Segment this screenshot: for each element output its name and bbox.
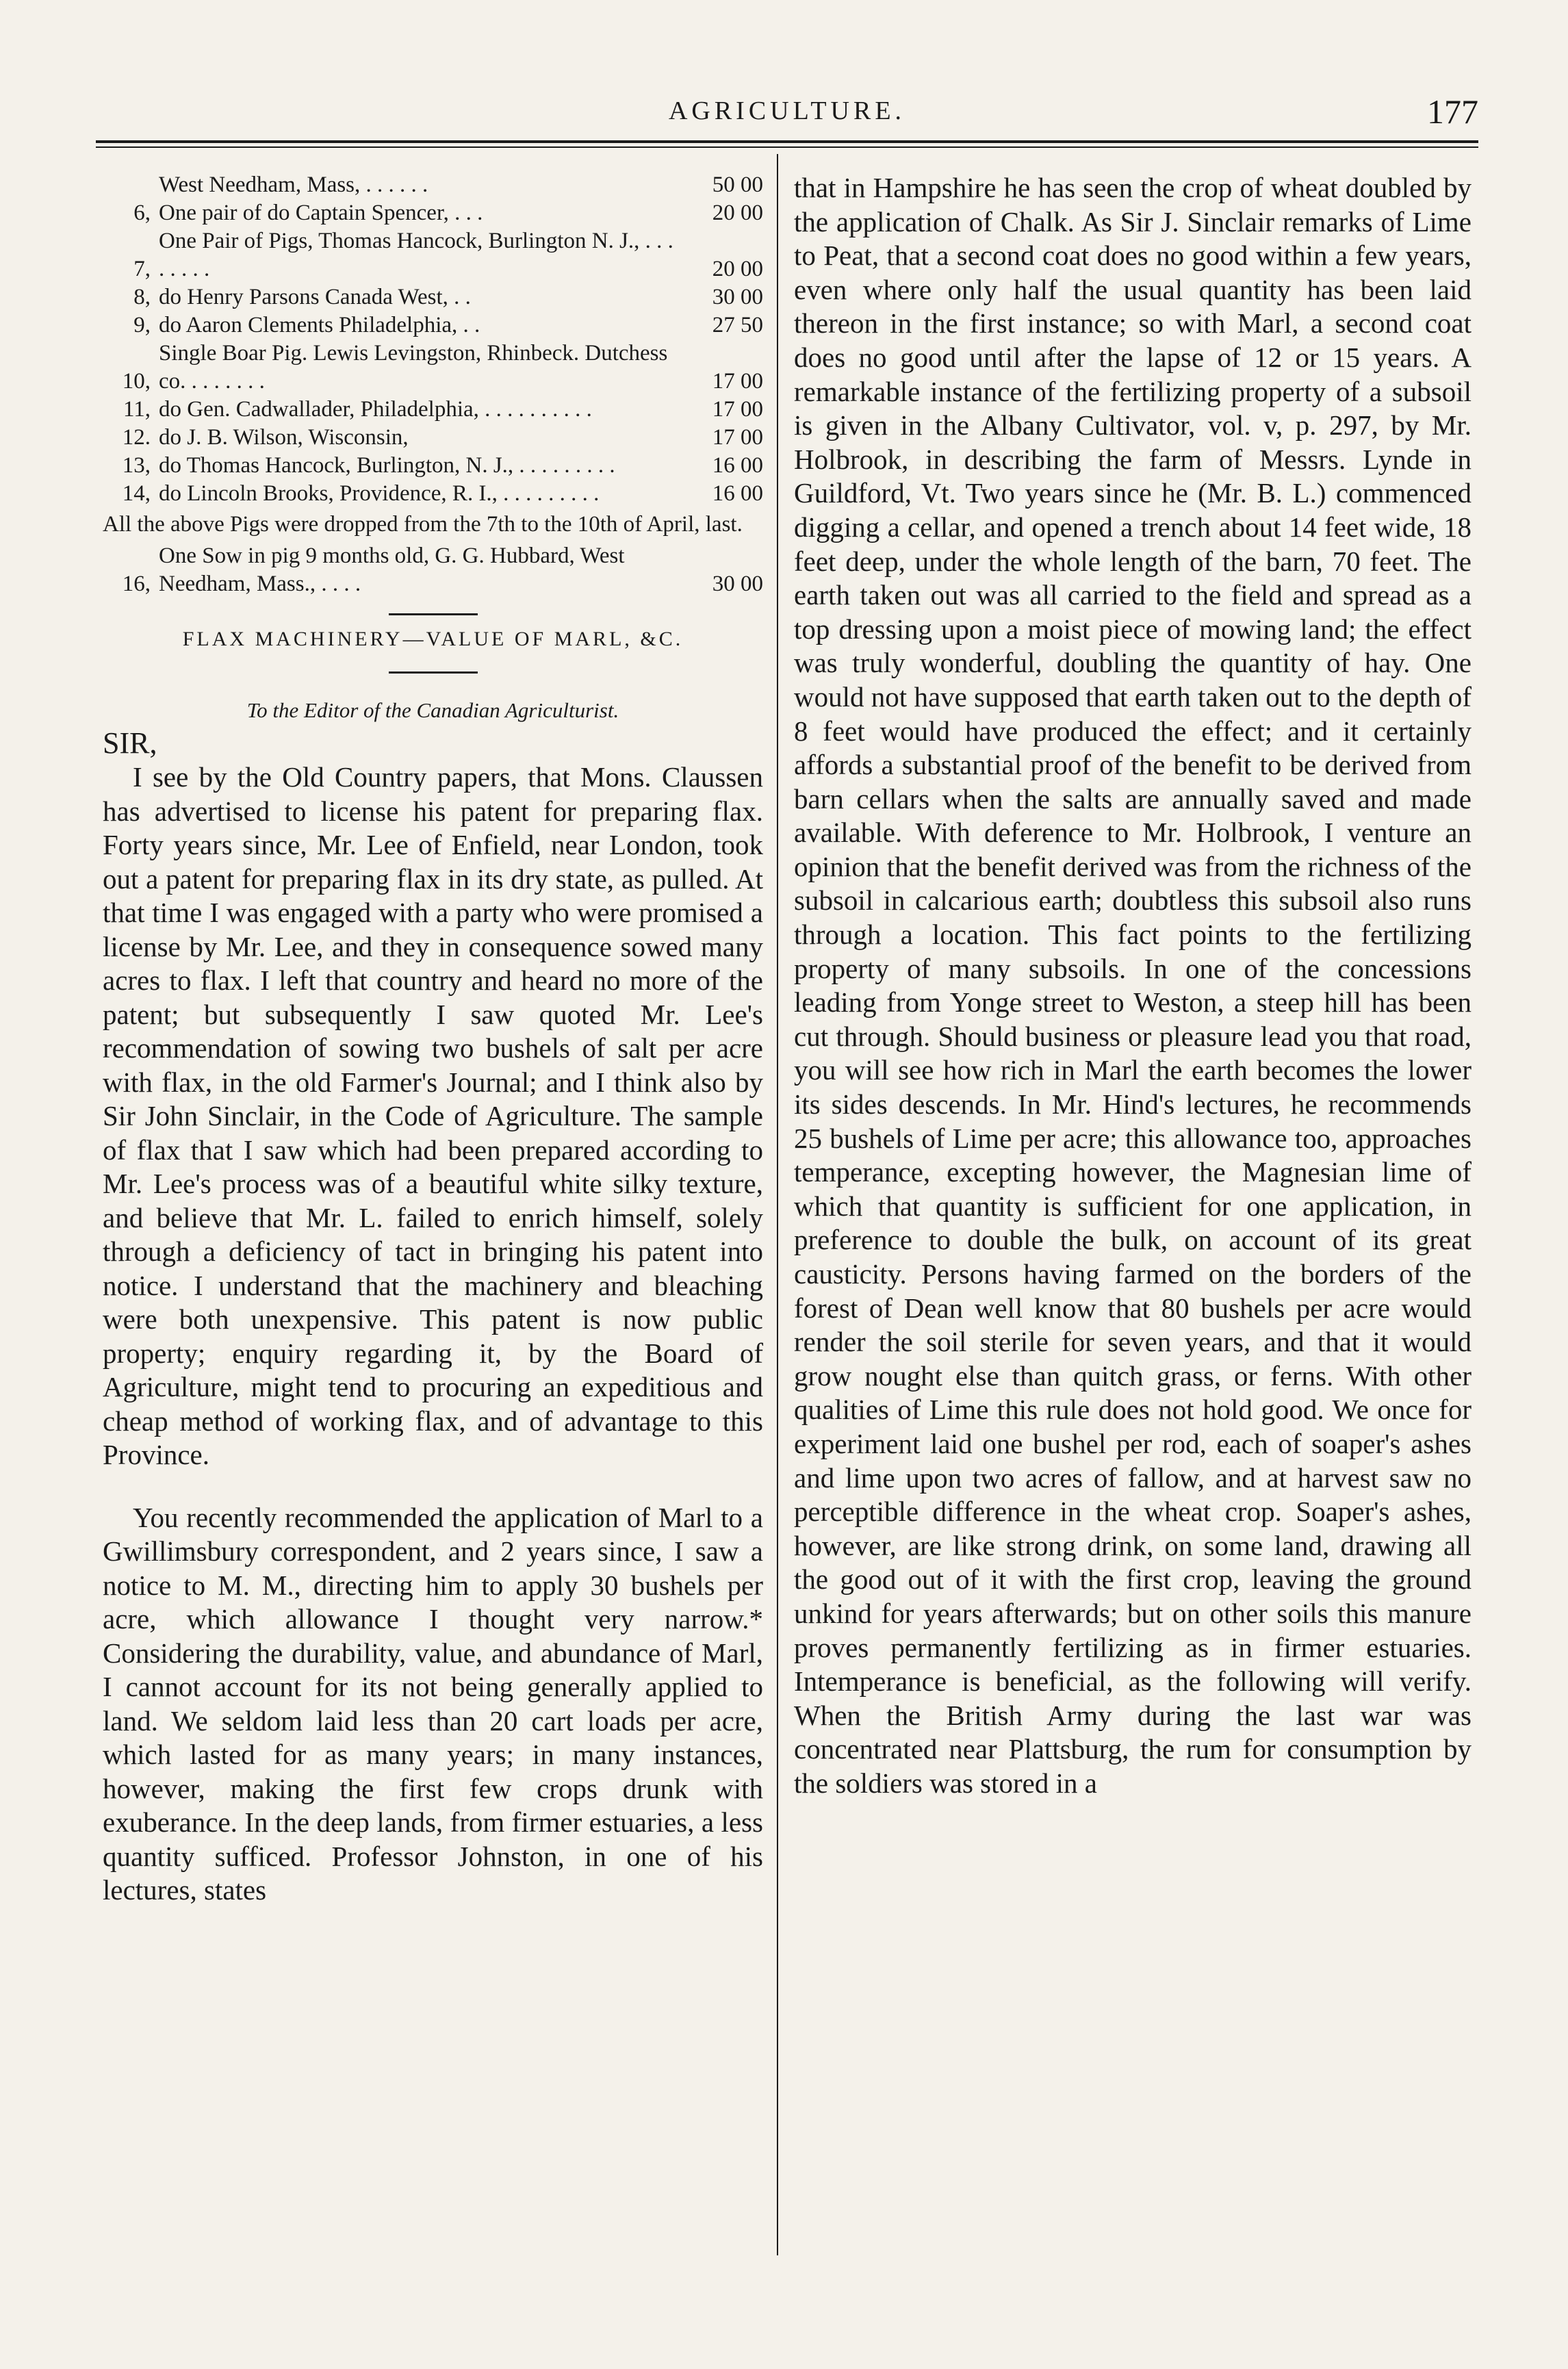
running-title: AGRICULTURE. (668, 97, 906, 125)
section-rule (389, 671, 478, 674)
page-header (96, 89, 1478, 137)
prize-text: Single Boar Pig. Lewis Levingston, Rhinbeck. Dutchess co. . . . . . . . (159, 341, 668, 394)
prize-amount: 20 00 (712, 257, 763, 281)
prize-text: West Needham, Mass, . . . . . . (159, 172, 428, 197)
prize-item (103, 227, 763, 283)
prize-number: 9, (133, 313, 151, 337)
prize-text: do Lincoln Brooks, Providence, R. I., . . . . . . . . . (159, 481, 600, 506)
prize-number: 10, (122, 369, 151, 394)
prize-item (103, 542, 763, 598)
prize-text: One pair of do Captain Spencer, . . . (159, 201, 483, 225)
prize-text: One Sow in pig 9 months old, G. G. Hubbard, West Needham, Mass., . . . . (159, 543, 625, 596)
prize-amount: 50 00 (712, 172, 763, 197)
prize-item (103, 480, 763, 508)
prize-text: do Gen. Cadwallader, Philadelphia, . . . . . . . . . . (159, 397, 592, 422)
prize-amount: 16 00 (712, 481, 763, 506)
prize-number: 12. (122, 425, 151, 450)
article-title: FLAX MACHINERY—VALUE OF MARL, &C. (182, 628, 684, 650)
prize-amount: 17 00 (712, 425, 763, 450)
section-rule (389, 613, 478, 615)
prize-text: One Pair of Pigs, Thomas Hancock, Burlington N. J., . . . . . . . . (159, 229, 673, 281)
prize-item (103, 171, 763, 199)
prize-amount: 30 00 (712, 285, 763, 309)
right-column (794, 171, 1471, 1801)
prize-number: 6, (133, 201, 151, 225)
prize-amount: 30 00 (712, 572, 763, 596)
prize-amount: 27 50 (712, 313, 763, 337)
prize-item (103, 311, 763, 340)
prize-number: 11, (123, 397, 151, 422)
prize-number: 8, (133, 285, 151, 309)
editor-line: To the Editor of the Canadian Agriculturist. (246, 698, 619, 722)
prize-note: All the above Pigs were dropped from the 7th to the 10th of April, last. (103, 512, 743, 537)
prize-text: do J. B. Wilson, Wisconsin, (159, 425, 409, 450)
prize-number: 14, (122, 481, 151, 506)
prize-item (103, 199, 763, 227)
paragraph: You recently recommended the application of Marl to a Gwillimsbury correspondent, and 2 years since, I saw a notice to M. M., directing him to apply 30 bushels per acre, which allowance I thought very narrow.* Considering the durability, value, and abundance of Marl, I cannot account for its not being generally applied to land. We seldom laid less than 20 cart loads per acre, which lasted for as many years; in many instances, however, making the first few crops drunk with exuberance. In the deep lands, from firmer estuaries, a less quantity sufficed. Professor Johnston, in one of his lectures, states (103, 1501, 763, 1906)
prize-amount: 17 00 (712, 397, 763, 422)
prize-text: do Henry Parsons Canada West, . . (159, 285, 471, 309)
paragraph: I see by the Old Country papers, that Mons. Claussen has advertised to license his patent for preparing flax. Forty years since, Mr. Lee of Enfield, near London, took out a patent for preparing flax in its dry state, as pulled. At that time I was engaged with a party who were promised a license by Mr. Lee, and they in consequence sowed many acres to flax. I left that country and heard no more of the patent; but subsequently I saw quoted Mr. Lee's recommendation of sowing two bushels of salt per acre with flax, in the old Farmer's Journal; and I think also by Sir John Sinclair, in the Code of Agriculture. The sample of flax that I saw which had been prepared according to Mr. Lee's process was of a beautiful white silky texture, and believe that Mr. L. failed to enrich himself, solely through a deficiency of tact in bringing his patent into notice. I understand that the machinery and bleaching were both unexpensive. This patent is now public property; enquiry regarding it, by the Board of Agriculture, might tend to procuring an expeditious and cheap method of working flax, and of advantage to this Province. (103, 761, 763, 1470)
prize-item (103, 452, 763, 480)
prize-list (103, 171, 763, 598)
column-divider (777, 154, 778, 2255)
salutation: SIR, (103, 726, 157, 760)
prize-amount: 16 00 (712, 453, 763, 478)
prize-amount: 17 00 (712, 369, 763, 394)
prize-amount: 20 00 (712, 201, 763, 225)
prize-item (103, 396, 763, 424)
prize-item (103, 340, 763, 396)
prize-text: do Aaron Clements Philadelphia, . . (159, 313, 480, 337)
prize-item (103, 424, 763, 452)
prize-item (103, 283, 763, 311)
prize-text: do Thomas Hancock, Burlington, N. J., . . . . . . . . . (159, 453, 615, 478)
header-rule-thin (96, 146, 1478, 148)
page-number: 177 (1427, 92, 1478, 131)
paragraph-continued: that in Hampshire he has seen the crop of wheat doubled by the application of Chalk. As Sir J. Sinclair remarks of Lime to Peat, that a second coat does no good within a few years, even where only half the usual quantity has been laid thereon in the first instance; so with Marl, a second coat does no good until after the lapse of 12 or 15 years. A remarkable instance of the fertilizing property of a subsoil is given in the Albany Cultivator, vol. v, p. 297, by Mr. Holbrook, in describing the farm of Messrs. Lynde in Guildford, Vt. Two years since he (Mr. B. L.) commenced digging a cellar, and opened a trench about 14 feet wide, 18 feet deep, under the whole length of the barn, 70 feet. The earth taken out was all carried to the field and spread as a top dressing upon a moist piece of mowing land; the effect was truly wonderful, doubling the quantity of hay. One would not have supposed that earth taken out to the depth of 8 feet would have produced the effect; and it certainly affords a substantial proof of the benefit to be derived from barn cellars when the salts are annually saved and made available. With deference to Mr. Holbrook, I venture an opinion that the benefit derived was from the richness of the subsoil in calcarious earth; doubtless this subsoil also runs through a location. This fact points to the fertilizing property of many subsoils. In one of the concessions leading from Yonge street to Weston, a steep hill has been cut through. Should business or pleasure lead you that road, you will see how rich in Marl the earth becomes the lower its sides descends. In Mr. Hind's lectures, he recommends 25 bushels of Lime per acre; this allowance too, approaches temperance, excepting however, the Magnesian lime of which that quantity is sufficient for one application, in preference to double the bulk, on account of its great causticity. Persons having farmed on the borders of the forest of Dean well know that 80 bushels per acre would render the soil sterile for seven years, and that it would grow nought else than quitch grass, or ferns. With other qualities of Lime this rule does not hold good. We once for experiment laid one bushel per rod, each of soaper's ashes and lime upon two acres of fallow, and at harvest saw no perceptible difference in the wheat crop. Soaper's ashes, however, are like strong drink, on some land, drawing all the good out of it with the first crop, leaving the ground unkind for years afterwards; but on other soils this manure proves permanently fertilizing as in firmer estuaries. Intemperance is beneficial, as the following will verify. When the British Army during the last war was concentrated near Plattsburg, the rum for consumption by the soldiers was stored in a (794, 172, 1471, 1799)
left-column (103, 171, 763, 1908)
prize-number: 7, (133, 257, 151, 281)
prize-number: 13, (122, 453, 151, 478)
header-rule-thick (96, 140, 1478, 143)
prize-number: 16, (122, 572, 151, 596)
